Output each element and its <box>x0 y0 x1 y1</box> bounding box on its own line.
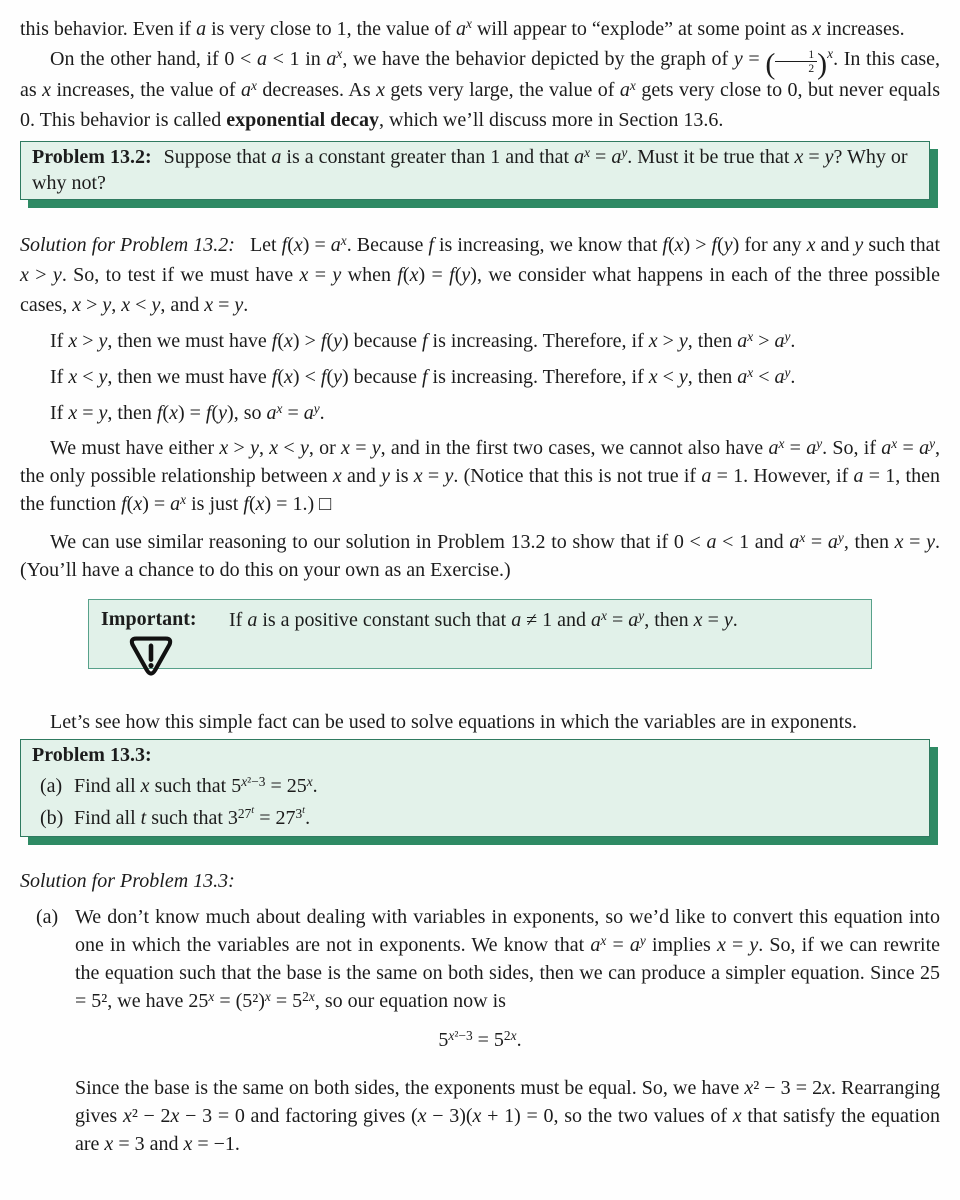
problem-13-3-part-b <box>32 803 918 833</box>
solution-a-text: We don’t know much about dealing with variables in exponents, so we’d like to convert this equation into one in which the variables are not in exponents. We know that $a^x = a^y$ implies x = y. So, if we can rewrite the equation such that the base is the same on both sides, then we can produce a simpler equation. Since 25 = 5², we have $25^x = (5^2)^x = 5^{2x}$, so our equation now is <box>75 906 941 1013</box>
problem-13-2-statement: Suppose that a is a constant greater than 1 and that $a^x = a^y$. Must it be true that x = y? Why or why not? <box>32 144 908 195</box>
paragraph-exponential-decay: On the other hand, if 0 < a < 1 in $a^x$, we have the behavior depicted by the graph of y = ( $\frac{1}{2}$ )$^x$. In this case, as x increases, the value of $a^x$ decreases. As x gets very large, the value of $a^x$ gets very close to 0, but never equals 0. This behavior is called exponential decay, which we’ll discuss more in Section 13.6. <box>20 46 941 132</box>
part-a-marker: (a) <box>40 775 63 798</box>
problem-13-2-label: Problem 13.2: <box>32 146 152 169</box>
paragraph-we-must-have: We must have either x > y, x < y, or x = y, and in the first two cases, we cannot also have $a^x = a^y$. So, if $a^x = a^y$, the only possible relationship between x and y is x = y. (Notice that this is not true if a = 1. However, if a = 1, then the function $f(x) = a^x$ is just f(x) = 1.) □ <box>20 435 941 516</box>
part-a-statement: Find all x such that $5^{x^2-3} = 25^x$. <box>74 773 318 798</box>
paragraph-similar-reasoning: We can use similar reasoning to our solution in Problem 13.2 to show that if 0 < a < 1 and $a^x = a^y$, then x = y. (You’ll have a chance to do this on your own as an Exercise.) <box>20 529 941 582</box>
important-box <box>88 599 872 669</box>
exclamation-warning-icon <box>127 633 175 677</box>
solution-13-3-item-a <box>20 903 940 1015</box>
important-label: Important: <box>101 608 197 631</box>
problem-13-3-label: Problem 13.3: <box>32 744 152 767</box>
problem-13-3-part-a <box>32 771 918 801</box>
problem-13-2-text <box>32 144 918 196</box>
case-x-less-y: If x < y, then we must have f(x) < f(y) because f is increasing. Therefore, if x < y, then $a^x < a^y$. <box>50 364 796 389</box>
paragraph-closing: Since the base is the same on both sides, the exponents must be equal. So, we have x² − 3 = 2x. Rearranging gives x² − 2x − 3 = 0 and factoring gives (x − 3)(x + 1) = 0, so the two values of x that satisfy the equation are x = 3 and x = −1. <box>75 1077 940 1156</box>
part-b-marker: (b) <box>40 807 64 830</box>
problem-13-3-box <box>20 739 930 837</box>
solution-13-3-heading: Solution for Problem 13.3: <box>20 870 235 893</box>
part-b-statement: Find all t such that $3^{27^t} = 27^{3^t}$. <box>74 804 311 830</box>
displayed-equation: $5^{x^2-3} = 5^{2x}$. <box>438 1027 522 1052</box>
solution-13-2-paragraph: Solution for Problem 13.2: Let $f(x) = a^x$. Because f is increasing, we know that f(x) > f(y) for any x and y such that x > y. So, to test if we must have x = y when f(x) = f(y), we consider what happens in each of the three possible cases, x > y, x < y, and x = y. <box>20 232 941 317</box>
case-x-greater-y: If x > y, then we must have f(x) > f(y) because f is increasing. Therefore, if x > y, then $a^x > a^y$. <box>50 328 796 353</box>
paragraph-lets-see: Let’s see how this simple fact can be used to solve equations in which the variables are in exponents. <box>50 711 858 734</box>
case-x-equals-y: If x = y, then f(x) = f(y), so $a^x = a^y$. <box>50 400 325 425</box>
problem-13-2-box <box>20 141 930 200</box>
important-box-label-column <box>101 605 229 666</box>
solution-a-marker: (a) <box>36 906 59 929</box>
important-statement: If a is a positive constant such that a ≠ 1 and $a^x = a^y$, then x = y. <box>229 607 738 632</box>
paragraph-explode: this behavior. Even if a is very close to 1, the value of $a^x$ will appear to “explode” at some point as x increases. <box>20 16 905 40</box>
